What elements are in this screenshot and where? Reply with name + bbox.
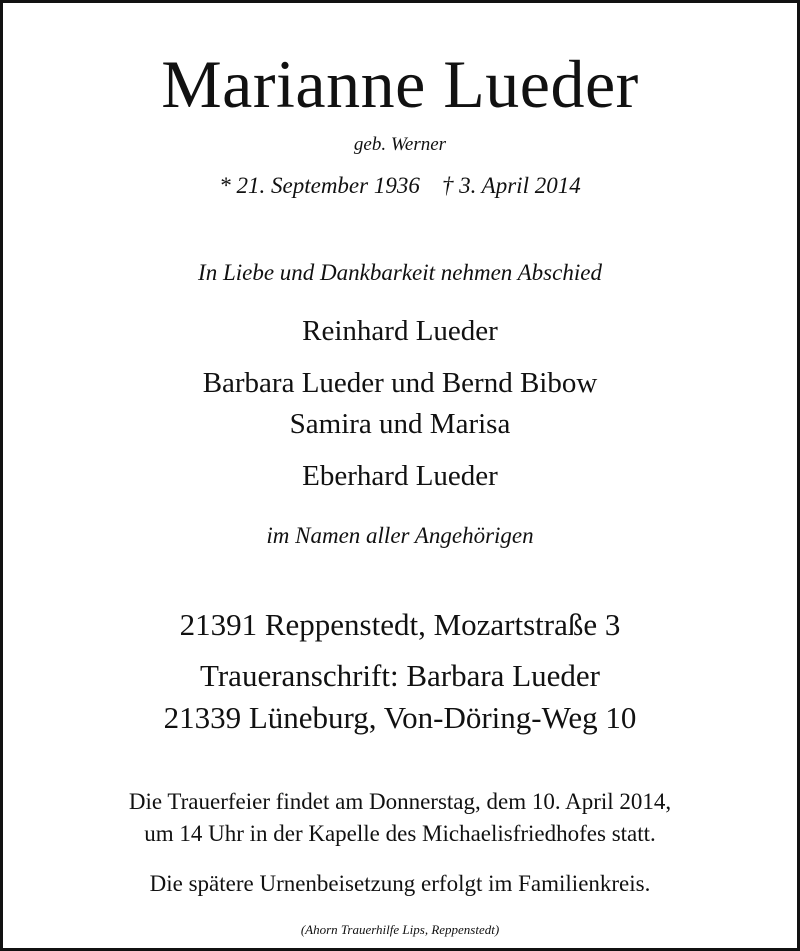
mourner-name: Barbara Lueder und Bernd Bibow [202,367,598,399]
mourning-address: 21339 Lüneburg, Von-Döring-Weg 10 [163,700,637,735]
birth-date: * 21. September 1936 [219,173,420,198]
ceremony-info: Die Trauerfeier findet am Donnerstag, dem 10. April 2014, [128,789,672,814]
home-address: 21391 Reppenstedt, Mozartstraße 3 [179,607,621,642]
urn-burial-note: Die spätere Urnenbeisetzung erfolgt im Familienkreis. [149,871,651,896]
deceased-name: Marianne Lueder [161,46,639,122]
mourning-contact: Traueranschrift: Barbara Lueder [200,658,600,693]
life-dates [0,171,800,201]
ceremony-info: um 14 Uhr in der Kapelle des Michaelisfriedhofes statt. [144,821,656,846]
funeral-home-credit: (Ahorn Trauerhilfe Lips, Reppenstedt) [300,922,500,937]
farewell-intro: In Liebe und Dankbarkeit nehmen Abschied [198,260,602,285]
on-behalf-note: im Namen aller Angehörigen [266,523,534,548]
maiden-name: geb. Werner [353,134,447,155]
mourner-name: Reinhard Lueder [302,315,498,347]
death-date: † 3. April 2014 [441,173,581,198]
mourner-name: Samira und Marisa [289,408,511,440]
mourner-name: Eberhard Lueder [302,460,498,492]
